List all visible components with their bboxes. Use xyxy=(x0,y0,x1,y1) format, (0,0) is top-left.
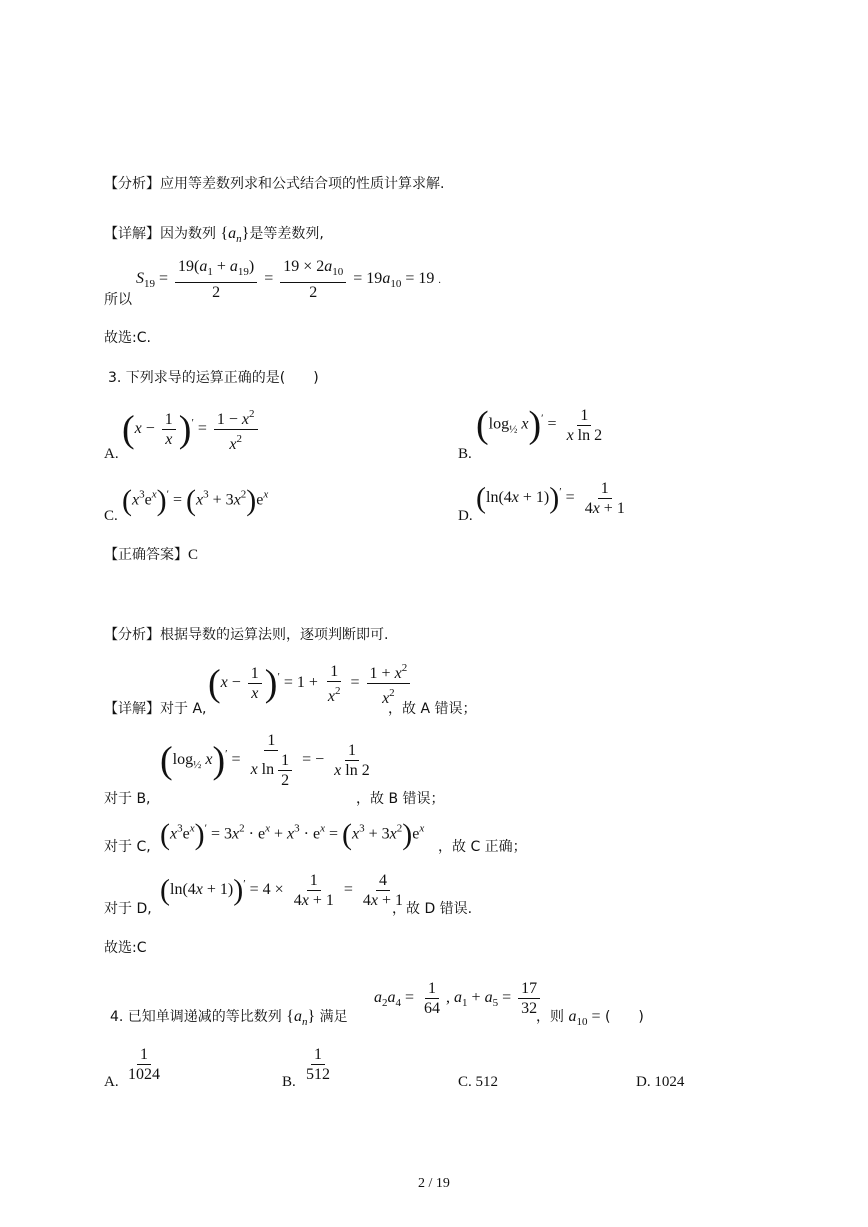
q3-detail-d-suffix: ，故 D 错误. xyxy=(392,901,473,917)
q3-stem: 3. 下列求导的运算正确的是( ) xyxy=(108,370,319,386)
q2-analysis: 【分析】应用等差数列求和公式结合项的性质计算求解. xyxy=(104,176,445,192)
q3-detail-b-suffix: ，故 B 错误； xyxy=(356,791,445,807)
q3-detail-a-formula: (x − $\frac{1}{x}$ )′ = 1 + $\frac{1}{x^2}$ = $\frac{1 + x^2}{x^2}$ xyxy=(208,660,413,707)
q4-option-d: D. 1024 xyxy=(636,1074,685,1090)
q2-conclusion: 故选:C. xyxy=(104,330,151,346)
q3-option-c: C. xyxy=(104,508,118,524)
q3-detail-d-formula: (ln(4x + 1))′ = 4 × $\frac{1}{4x + 1}$ = $\frac{4}{4x + 1}$ xyxy=(160,872,404,909)
q3-option-d: D. xyxy=(458,508,473,524)
q4-option-c: C. 512 xyxy=(458,1074,499,1090)
q3-option-a-formula: (x − $\frac{1}{x}$ )′ = $\frac{1 - x^2}{x^2}$ xyxy=(122,406,261,453)
q3-detail-a: 【详解】对于 A, xyxy=(104,701,207,717)
q2-sum-formula-line: 所以 xyxy=(104,292,132,308)
q3-detail-d: 对于 D, xyxy=(104,901,152,917)
sequence-an-formula: $\{a_n\}$ xyxy=(220,225,250,245)
q3-detail-c-suffix: ，故 C 正确； xyxy=(438,839,527,855)
page-number: 2 / 19 xyxy=(418,1176,450,1191)
q3-option-a: A. xyxy=(104,446,119,462)
q3-detail-b-formula: ($\log_{\frac{1}{2}}$ x)′ = 1 x ln $\frac{1}{2}$ = − $\frac{1}{\text{x ln 2}}$ xyxy=(160,732,370,789)
q3-detail-c-formula: $(x^3e^x)' = 3x^2 \cdot e^x + x^3 \cdot e^x = (x^3 + 3x^2)e^x$ xyxy=(160,818,425,851)
q4-condition-formula: $a_2a_4$ = $\frac{1}{64}$ , $a_1 + a_5$ = $\frac{17}{32}$ xyxy=(374,980,543,1017)
q4-stem-tail: ，则 $a_{10}$ = ( ) xyxy=(536,1008,644,1028)
q2-detail: 【详解】因为数列 $\{a_n\}$是等差数列, xyxy=(104,225,324,245)
q4-sequence: $\{a_n\}$ xyxy=(286,1008,316,1028)
q3-detail-b: 对于 B, xyxy=(104,791,151,807)
q3-analysis: 【分析】根据导数的运算法则，逐项判断即可. xyxy=(104,627,389,643)
q4-option-b: B. xyxy=(282,1074,296,1090)
q3-option-b: B. xyxy=(458,446,472,462)
q4-option-a-value: $\frac{1}{1024}$ xyxy=(128,1046,160,1083)
q3-conclusion: 故选:C xyxy=(104,940,147,956)
q3-answer: 【正确答案】C xyxy=(104,547,199,563)
q4-option-a: A. xyxy=(104,1074,119,1090)
q4-option-b-value: $\frac{1}{512}$ xyxy=(306,1046,330,1083)
q3-detail-a-suffix: ，故 A 错误； xyxy=(388,701,477,717)
q3-option-d-formula: (ln(4x + 1))′ = $\frac{1}{4x + 1}$ xyxy=(476,480,625,517)
q3-detail-c: 对于 C, xyxy=(104,839,151,855)
q2-sum-formula: $S_{19}$ = $\frac{19(a_1 + a_{19})}{2}$ = $\frac{19 \times 2a_{10}}{2}$ = $19a_{10} = 19$ . xyxy=(136,258,441,301)
q4-stem: 4. 已知单调递减的等比数列 $\{a_n\}$ 满足 xyxy=(110,1008,348,1028)
q3-option-c-formula: $(x^3e^x)' = (x^3 + 3x^2)e^x$ xyxy=(122,484,269,517)
q3-option-b-formula: ($\log_{\frac{1}{2}}$ x)′ = $\frac{1}{\text{x ln 2}}$ xyxy=(476,404,603,446)
